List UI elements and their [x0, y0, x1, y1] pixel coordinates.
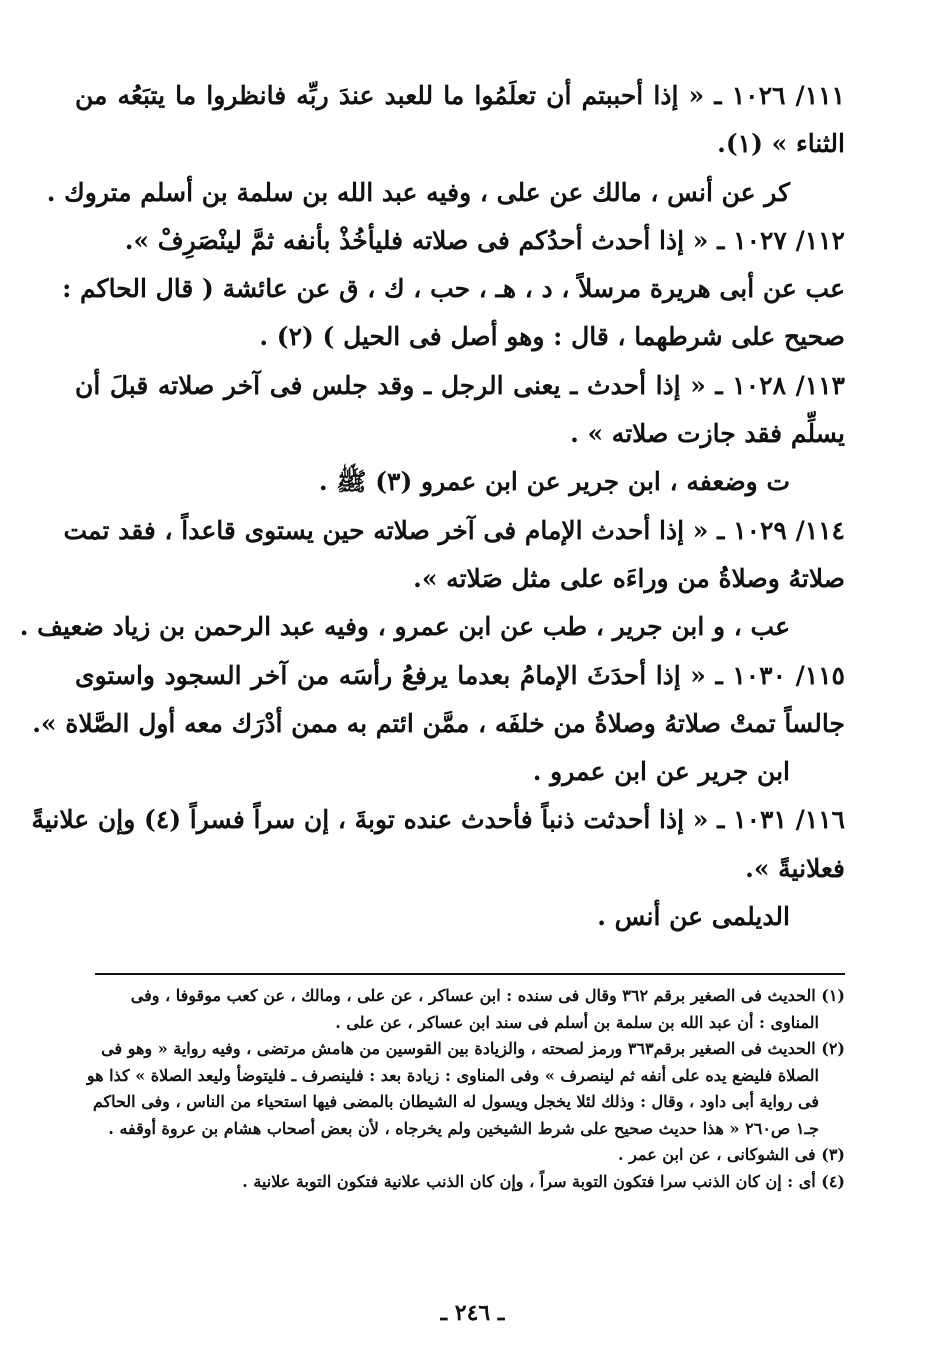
- footnote-line: جـ١ ص٢٦٠ « هذا حديث صحيح على شرط الشيخين ولم يخرجاه ، لأن بعض أصحاب هشام بن عروة أوقفه .: [108, 1118, 819, 1138]
- footnote-line: (١) الحديث فى الصغير برقم ٣٦٢ وقال فى سنده : ابن عساكر ، عن على ، ومالك ، عن كعب موقوفا ، وفى: [130, 986, 845, 1005]
- main-line: ١١٦/ ١٠٣١ ـ « إذا أحدثت ذنباً فأحدث عنده توبةَ ، إن سراً فسراً (٤) وإن علانيةً: [31, 805, 845, 835]
- main-line: الثناء » (١).: [717, 129, 845, 159]
- footnote-line: الصلاة فليضع يده على أنفه ثم لينصرف » وفى المناوى : زيادة بعد : فلينصرف ـ فليتوضأ وليعد الصلاة » كذا هو: [86, 1065, 819, 1085]
- main-line: عب عن أبى هريرة مرسلاً ، د ، هـ ، حب ، ك ، ق عن عائشة ( قال الحاكم :: [62, 274, 845, 304]
- main-line: ١١١/ ١٠٢٦ ـ « إذا أحببتم أن تعلَمُوا ما للعبد عندَ ربِّه فانظروا ما يتبَعُه من: [75, 81, 845, 110]
- page-number: ـ ٢٤٦ ـ: [440, 1300, 505, 1326]
- main-line: الديلمى عن أنس .: [597, 902, 790, 932]
- footnote-line: المناوى : أن عبد الله بن سلمة بن أسلم فى سند ابن عساكر ، عن على .: [335, 1012, 819, 1032]
- footnote-line: (٤) أى : إن كان الذنب سرا فتكون التوبة سراً ، وإن كان الذنب علانية فتكون التوبة علانية .: [242, 1171, 845, 1191]
- main-line: جالساً تمتْ صلاتهُ وصلاةُ من خلفَه ، ممَّن ائتم به ممن أدْرَك معه أول الصَّلاة ».: [32, 708, 845, 738]
- main-line: ابن جرير عن ابن عمرو .: [532, 757, 790, 787]
- main-line: ١١٢/ ١٠٢٧ ـ « إذا أحدث أحدُكم فى صلاته فليأخُذْ بأنفه ثمَّ لينْصَرِفْ ».: [124, 225, 845, 255]
- footnotes: [75, 983, 845, 1195]
- main-line: ١١٥/ ١٠٣٠ ـ « إذا أحدَثَ الإمامُ بعدما يرفعُ رأسَه من آخر السجود واستوى: [75, 660, 845, 690]
- main-line: ت وضعفه ، ابن جرير عن ابن عمرو (٣) ﷺ .: [318, 467, 790, 497]
- footnote-line: (٣) فى الشوكانى ، عن ابن عمر .: [617, 1145, 845, 1164]
- main-line: عب ، و ابن جرير ، طب عن ابن عمرو ، وفيه عبد الرحمن بن زياد ضعيف .: [19, 612, 790, 642]
- main-line: صلاتهُ وصلاةُ من وراءَه على مثل صَلاته ».: [413, 563, 845, 593]
- footnote-divider: [95, 973, 845, 975]
- main-line: صحيح على شرطهما ، قال : وهو أصل فى الحيل ) (٢) .: [259, 322, 845, 352]
- footnote-line: (٢) الحديث فى الصغير برقم٣٦٣ ورمز لصحته ، والزيادة بين القوسين من هامش مرتضى ، وفيه رواية « وهو فى: [101, 1039, 845, 1058]
- main-line: ١١٤/ ١٠٢٩ ـ « إذا أحدث الإمام فى آخر صلاته حين يستوى قاعداً ، فقد تمت: [63, 515, 845, 545]
- main-line: كر عن أنس ، مالك عن على ، وفيه عبد الله بن سلمة بن أسلم متروك .: [46, 177, 790, 207]
- main-text: [19, 72, 845, 941]
- main-line: ١١٣/ ١٠٢٨ ـ « إذا أحدث ـ يعنى الرجل ـ وقد جلس فى آخر صلاته قبلَ أن: [75, 370, 845, 400]
- footnote-line: فى رواية أبى داود ، وقال : وذلك لئلا يخجل ويسول له الشيطان بالمضى فيها استحياء من الناس ، وفى الحاكم: [92, 1092, 819, 1111]
- main-line: فعلانيةً ».: [745, 853, 845, 883]
- main-line: يسلِّم فقد جازت صلاته » .: [570, 419, 845, 449]
